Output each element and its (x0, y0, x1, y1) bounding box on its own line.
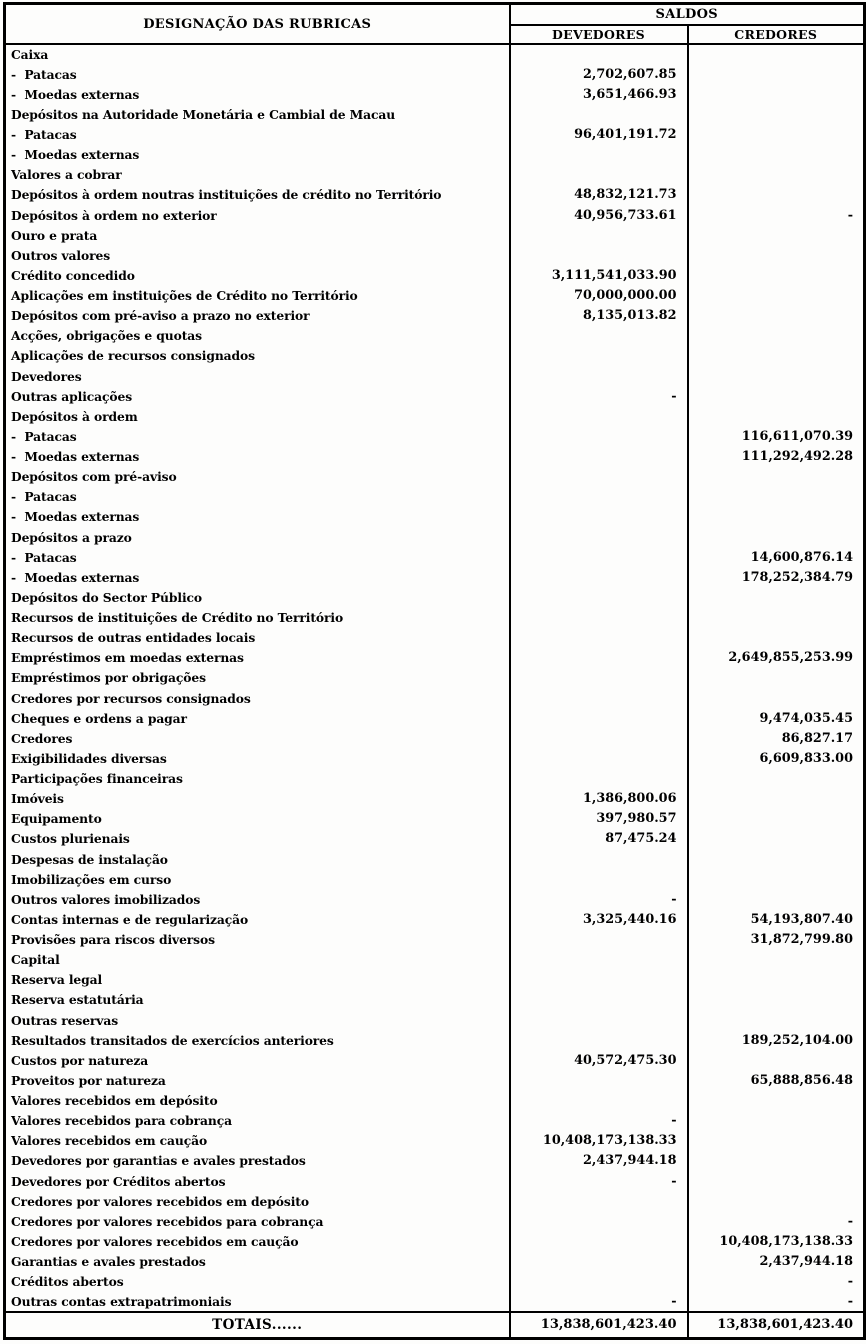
rubrica-label: - Moedas externas (5, 84, 510, 104)
devedores-value (510, 1272, 688, 1292)
rubrica-label: Exigibilidades diversas (5, 748, 510, 768)
rubrica-label: Capital (5, 950, 510, 970)
table-row (5, 64, 865, 84)
table-row (5, 487, 865, 507)
table-row (5, 1050, 865, 1070)
credores-value (688, 668, 865, 688)
rubrica-label: Crédito concedido (5, 265, 510, 285)
credores-value (688, 869, 865, 889)
rubrica-label: Depósitos à ordem no exterior (5, 205, 510, 225)
totals-label: TOTAIS...... (5, 1312, 510, 1339)
rubrica-label: Depósitos à ordem noutras instituições de crédito no Território (5, 185, 510, 205)
devedores-value: 3,325,440.16 (510, 909, 688, 929)
credores-value: 6,609,833.00 (688, 748, 865, 768)
table-row (5, 1091, 865, 1111)
devedores-value (510, 1091, 688, 1111)
devedores-value (510, 1252, 688, 1272)
table-row (5, 125, 865, 145)
devedores-value: 40,956,733.61 (510, 205, 688, 225)
rubrica-label: Cheques e ordens a pagar (5, 708, 510, 728)
devedores-value (510, 1010, 688, 1030)
credores-value: 10,408,173,138.33 (688, 1231, 865, 1251)
rubrica-label: Outras reservas (5, 1010, 510, 1030)
devedores-value: 2,437,944.18 (510, 1151, 688, 1171)
devedores-value (510, 869, 688, 889)
totals-row (5, 1312, 865, 1339)
table-row (5, 1171, 865, 1191)
table-row (5, 990, 865, 1010)
devedores-value (510, 769, 688, 789)
table-row (5, 507, 865, 527)
table-row (5, 829, 865, 849)
devedores-value (510, 467, 688, 487)
devedores-value (510, 447, 688, 467)
table-row (5, 688, 865, 708)
table-row (5, 386, 865, 406)
table-row (5, 44, 865, 64)
rubrica-label: Depósitos do Sector Público (5, 587, 510, 607)
rubrica-label: Depósitos com pré-aviso a prazo no exterior (5, 306, 510, 326)
rubrica-label: Credores por valores recebidos em caução (5, 1231, 510, 1251)
table-row (5, 1070, 865, 1090)
rubrica-label: Credores por valores recebidos em depósito (5, 1191, 510, 1211)
devedores-value (510, 225, 688, 245)
table-row (5, 668, 865, 688)
credores-value: - (688, 1292, 865, 1312)
credores-value (688, 386, 865, 406)
rubrica-label: - Patacas (5, 64, 510, 84)
table-row (5, 346, 865, 366)
table-row (5, 467, 865, 487)
table-row (5, 145, 865, 165)
rubrica-label: Valores a cobrar (5, 165, 510, 185)
credores-value (688, 406, 865, 426)
credores-value (688, 366, 865, 386)
credores-value (688, 587, 865, 607)
devedores-value (510, 104, 688, 124)
table-row (5, 1030, 865, 1050)
table-row (5, 567, 865, 587)
credores-value (688, 1171, 865, 1191)
rubrica-label: Aplicações em instituições de Crédito no Território (5, 286, 510, 306)
table-row (5, 165, 865, 185)
rubrica-label: Provisões para riscos diversos (5, 930, 510, 950)
credores-value (688, 1050, 865, 1070)
table-row (5, 447, 865, 467)
table-row (5, 849, 865, 869)
credores-value: 9,474,035.45 (688, 708, 865, 728)
devedores-value (510, 547, 688, 567)
table-row (5, 648, 865, 668)
credores-value (688, 1131, 865, 1151)
table-footer (5, 1312, 865, 1339)
table-row (5, 869, 865, 889)
devedores-value (510, 507, 688, 527)
credores-value (688, 1151, 865, 1171)
rubrica-label: Reserva estatutária (5, 990, 510, 1010)
credores-value: 86,827.17 (688, 728, 865, 748)
table-row (5, 245, 865, 265)
credores-value: 116,611,070.39 (688, 426, 865, 446)
table-row (5, 225, 865, 245)
table-row (5, 185, 865, 205)
table-row (5, 406, 865, 426)
rubrica-label: Créditos abertos (5, 1272, 510, 1292)
credores-value (688, 165, 865, 185)
rubrica-label: Garantias e avales prestados (5, 1252, 510, 1272)
credores-value (688, 889, 865, 909)
rubrica-label: Valores recebidos em depósito (5, 1091, 510, 1111)
table-row (5, 286, 865, 306)
table-row (5, 608, 865, 628)
rubrica-label: Proveitos por natureza (5, 1070, 510, 1090)
rubrica-label: Imóveis (5, 789, 510, 809)
balance-table (3, 2, 866, 1340)
devedores-value (510, 990, 688, 1010)
credores-value (688, 1191, 865, 1211)
devedores-value (510, 567, 688, 587)
credores-value: 14,600,876.14 (688, 547, 865, 567)
rubrica-label: - Patacas (5, 487, 510, 507)
credores-value (688, 185, 865, 205)
rubrica-label: - Patacas (5, 125, 510, 145)
rubrica-label: - Moedas externas (5, 145, 510, 165)
rubrica-label: Aplicações de recursos consignados (5, 346, 510, 366)
credores-value (688, 44, 865, 64)
rubrica-label: Outras contas extrapatrimoniais (5, 1292, 510, 1312)
credores-value: 31,872,799.80 (688, 930, 865, 950)
devedores-value (510, 527, 688, 547)
credores-value (688, 608, 865, 628)
rubrica-label: Custos plurienais (5, 829, 510, 849)
devedores-value: - (510, 889, 688, 909)
table-row (5, 366, 865, 386)
devedores-value (510, 1231, 688, 1251)
table-row (5, 1292, 865, 1312)
devedores-value (510, 688, 688, 708)
devedores-value: - (510, 1171, 688, 1191)
credores-value: - (688, 205, 865, 225)
credores-value (688, 306, 865, 326)
devedores-value: - (510, 1292, 688, 1312)
devedores-value (510, 648, 688, 668)
credores-value (688, 286, 865, 306)
rubrica-label: Caixa (5, 44, 510, 64)
rubrica-label: Devedores por Créditos abertos (5, 1171, 510, 1191)
devedores-value (510, 668, 688, 688)
rubrica-label: Empréstimos por obrigações (5, 668, 510, 688)
devedores-value (510, 930, 688, 950)
credores-value: 189,252,104.00 (688, 1030, 865, 1050)
table-row (5, 1010, 865, 1030)
table-row (5, 950, 865, 970)
credores-value (688, 789, 865, 809)
credores-value: 2,649,855,253.99 (688, 648, 865, 668)
table-row (5, 789, 865, 809)
rubrica-label: Depósitos na Autoridade Monetária e Cambial de Macau (5, 104, 510, 124)
devedores-value: 40,572,475.30 (510, 1050, 688, 1070)
credores-value: - (688, 1272, 865, 1292)
table-row (5, 104, 865, 124)
devedores-value: 3,651,466.93 (510, 84, 688, 104)
credores-value (688, 849, 865, 869)
rubrica-label: Contas internas e de regularização (5, 909, 510, 929)
devedores-value (510, 708, 688, 728)
rubrica-label: Ouro e prata (5, 225, 510, 245)
table-row (5, 84, 865, 104)
table-row (5, 708, 865, 728)
rubrica-label: Acções, obrigações e quotas (5, 326, 510, 346)
devedores-value (510, 1211, 688, 1231)
rubrica-label: Participações financeiras (5, 769, 510, 789)
devedores-value (510, 245, 688, 265)
rubrica-label: Recursos de instituições de Crédito no Território (5, 608, 510, 628)
table-row (5, 306, 865, 326)
devedores-value (510, 145, 688, 165)
devedores-value (510, 950, 688, 970)
devedores-value: 70,000,000.00 (510, 286, 688, 306)
table-row (5, 748, 865, 768)
credores-value (688, 829, 865, 849)
credores-value (688, 990, 865, 1010)
credores-value (688, 970, 865, 990)
devedores-value (510, 487, 688, 507)
credores-value (688, 84, 865, 104)
rubrica-label: Custos por natureza (5, 1050, 510, 1070)
devedores-value (510, 1030, 688, 1050)
credores-value (688, 104, 865, 124)
devedores-value (510, 608, 688, 628)
credores-value (688, 467, 865, 487)
rubrica-label: Empréstimos em moedas externas (5, 648, 510, 668)
table-row (5, 326, 865, 346)
col-header-saldos: SALDOS (510, 4, 865, 26)
devedores-value: 8,135,013.82 (510, 306, 688, 326)
table-row (5, 547, 865, 567)
document-sheet (3, 2, 866, 1340)
rubrica-label: Devedores por garantias e avales prestados (5, 1151, 510, 1171)
credores-value (688, 688, 865, 708)
table-body (5, 44, 865, 1312)
table-row (5, 1131, 865, 1151)
credores-value (688, 950, 865, 970)
table-row (5, 1272, 865, 1292)
table-row (5, 1231, 865, 1251)
devedores-value (510, 1191, 688, 1211)
rubrica-label: Depósitos à ordem (5, 406, 510, 426)
credores-value (688, 507, 865, 527)
rubrica-label: Outros valores imobilizados (5, 889, 510, 909)
table-row (5, 970, 865, 990)
rubrica-label: Outras aplicações (5, 386, 510, 406)
devedores-value (510, 44, 688, 64)
table-row (5, 909, 865, 929)
credores-value (688, 1111, 865, 1131)
rubrica-label: - Patacas (5, 547, 510, 567)
rubrica-label: - Moedas externas (5, 507, 510, 527)
devedores-value (510, 728, 688, 748)
credores-value (688, 245, 865, 265)
col-header-designacao: DESIGNAÇÃO DAS RUBRICAS (5, 4, 510, 45)
credores-value: 178,252,384.79 (688, 567, 865, 587)
table-row (5, 809, 865, 829)
credores-value (688, 125, 865, 145)
rubrica-label: Recursos de outras entidades locais (5, 628, 510, 648)
devedores-value: 10,408,173,138.33 (510, 1131, 688, 1151)
rubrica-label: Despesas de instalação (5, 849, 510, 869)
devedores-value (510, 426, 688, 446)
table-row (5, 889, 865, 909)
devedores-value (510, 628, 688, 648)
table-row (5, 1151, 865, 1171)
credores-value (688, 64, 865, 84)
table-row (5, 1211, 865, 1231)
rubrica-label: Devedores (5, 366, 510, 386)
devedores-value: 96,401,191.72 (510, 125, 688, 145)
rubrica-label: - Patacas (5, 426, 510, 446)
rubrica-label: - Moedas externas (5, 567, 510, 587)
devedores-value: 397,980.57 (510, 809, 688, 829)
table-row (5, 1191, 865, 1211)
credores-value: 65,888,856.48 (688, 1070, 865, 1090)
totals-credores-value: 13,838,601,423.40 (688, 1312, 865, 1339)
credores-value (688, 628, 865, 648)
devedores-value: 48,832,121.73 (510, 185, 688, 205)
devedores-value (510, 326, 688, 346)
devedores-value (510, 970, 688, 990)
credores-value (688, 487, 865, 507)
table-row (5, 1252, 865, 1272)
rubrica-label: Imobilizações em curso (5, 869, 510, 889)
credores-value (688, 809, 865, 829)
table-row (5, 1111, 865, 1131)
rubrica-label: Credores por valores recebidos para cobrança (5, 1211, 510, 1231)
totals-devedores-value: 13,838,601,423.40 (510, 1312, 688, 1339)
credores-value (688, 145, 865, 165)
rubrica-label: Valores recebidos em caução (5, 1131, 510, 1151)
devedores-value (510, 346, 688, 366)
devedores-value (510, 849, 688, 869)
devedores-value (510, 587, 688, 607)
table-row (5, 930, 865, 950)
credores-value (688, 527, 865, 547)
credores-value (688, 265, 865, 285)
devedores-value (510, 1070, 688, 1090)
devedores-value: 87,475.24 (510, 829, 688, 849)
credores-value (688, 346, 865, 366)
devedores-value: - (510, 386, 688, 406)
rubrica-label: Credores por recursos consignados (5, 688, 510, 708)
devedores-value: 3,111,541,033.90 (510, 265, 688, 285)
table-row (5, 527, 865, 547)
devedores-value (510, 748, 688, 768)
devedores-value: - (510, 1111, 688, 1131)
rubrica-label: Equipamento (5, 809, 510, 829)
col-header-credores: CREDORES (688, 25, 865, 44)
credores-value (688, 225, 865, 245)
credores-value: - (688, 1211, 865, 1231)
devedores-value (510, 165, 688, 185)
rubrica-label: Credores (5, 728, 510, 748)
credores-value (688, 1010, 865, 1030)
credores-value (688, 1091, 865, 1111)
table-header (5, 4, 865, 45)
rubrica-label: Depósitos com pré-aviso (5, 467, 510, 487)
rubrica-label: Resultados transitados de exercícios anteriores (5, 1030, 510, 1050)
devedores-value: 2,702,607.85 (510, 64, 688, 84)
table-row (5, 769, 865, 789)
table-row (5, 205, 865, 225)
rubrica-label: Outros valores (5, 245, 510, 265)
credores-value (688, 769, 865, 789)
rubrica-label: Reserva legal (5, 970, 510, 990)
rubrica-label: - Moedas externas (5, 447, 510, 467)
col-header-devedores: DEVEDORES (510, 25, 688, 44)
credores-value: 2,437,944.18 (688, 1252, 865, 1272)
credores-value (688, 326, 865, 346)
table-row (5, 265, 865, 285)
credores-value: 111,292,492.28 (688, 447, 865, 467)
table-row (5, 587, 865, 607)
rubrica-label: Depósitos a prazo (5, 527, 510, 547)
devedores-value: 1,386,800.06 (510, 789, 688, 809)
table-row (5, 728, 865, 748)
rubrica-label: Valores recebidos para cobrança (5, 1111, 510, 1131)
table-row (5, 426, 865, 446)
table-row (5, 628, 865, 648)
devedores-value (510, 366, 688, 386)
credores-value: 54,193,807.40 (688, 909, 865, 929)
devedores-value (510, 406, 688, 426)
